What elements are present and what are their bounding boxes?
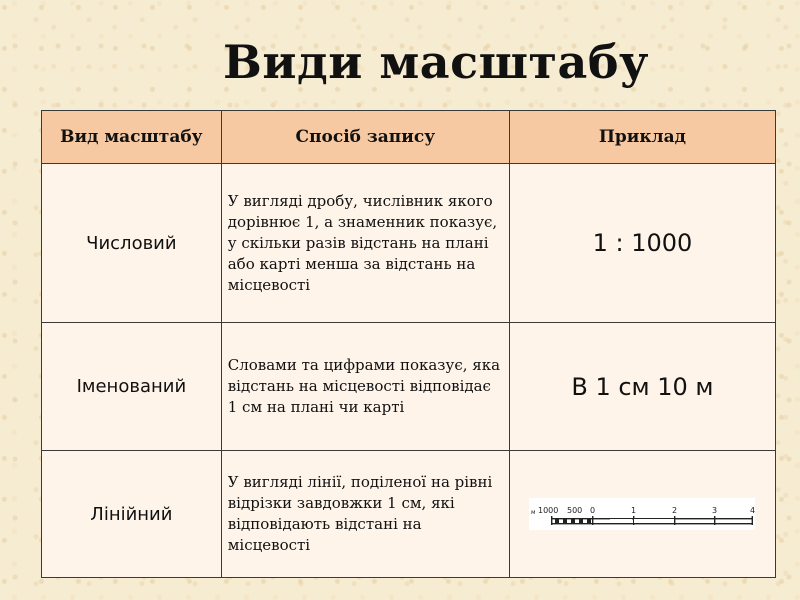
scale-bar-zero-tick (592, 516, 593, 525)
example-cell: В 1 см 10 м (509, 323, 775, 451)
scale-bar-segment (634, 519, 674, 523)
scale-bar-segment (555, 519, 559, 523)
scale-bar-label: 1000 (538, 506, 559, 515)
example-cell-scale-bar (509, 451, 775, 578)
table-row-linear (42, 451, 776, 578)
method-cell: Словами та цифрами показує, яка відстань на місцевості відповідає 1 см на плані чи карті (221, 323, 509, 451)
scale-bar-unit-label: м (531, 509, 536, 516)
table-row-named (42, 323, 776, 451)
scale-bar-tick (714, 516, 715, 525)
linear-scale-bar-image (529, 498, 755, 530)
scale-types-table (41, 110, 776, 578)
scale-bar-segment (579, 519, 583, 523)
scale-bar-line-bottom (551, 523, 753, 524)
scale-bar-segment (610, 519, 632, 523)
header-scale-type: Вид масштабу (42, 111, 222, 164)
page-title: Види масштабу (223, 35, 649, 89)
scale-bar-label: 500 (567, 506, 583, 515)
scale-bar-label: 1 (631, 506, 637, 515)
method-cell: У вигляді лінії, поділеної на рівні відрізки завдовжки 1 см, які відповідають відстані на місцевості (221, 451, 509, 578)
example-cell: 1 : 1000 (509, 164, 775, 323)
table-header-row (42, 111, 776, 164)
scale-bar-segment (571, 519, 575, 523)
scale-bar-label: 4 (750, 506, 756, 515)
scale-bar-end-tick (551, 516, 552, 525)
method-cell: У вигляді дробу, числівник якого дорівнює 1, а знаменник показує, у скільки разів відстань на плані або карті менша за відстань на місцевості (221, 164, 509, 323)
type-cell: Лінійний (42, 451, 222, 578)
scale-bar-segment (587, 519, 591, 523)
scale-bar-label: 2 (672, 506, 678, 515)
type-cell: Числовий (42, 164, 222, 323)
scale-bar-label: 0 (590, 506, 596, 515)
scale-bar-label: 3 (712, 506, 718, 515)
scale-bar-tick (674, 516, 675, 525)
table-row-numeric (42, 164, 776, 323)
header-example: Приклад (509, 111, 775, 164)
header-notation-method: Спосіб запису (221, 111, 509, 164)
type-cell: Іменований (42, 323, 222, 451)
scale-bar-segment (563, 519, 567, 523)
scale-bar-end-tick (752, 516, 753, 525)
